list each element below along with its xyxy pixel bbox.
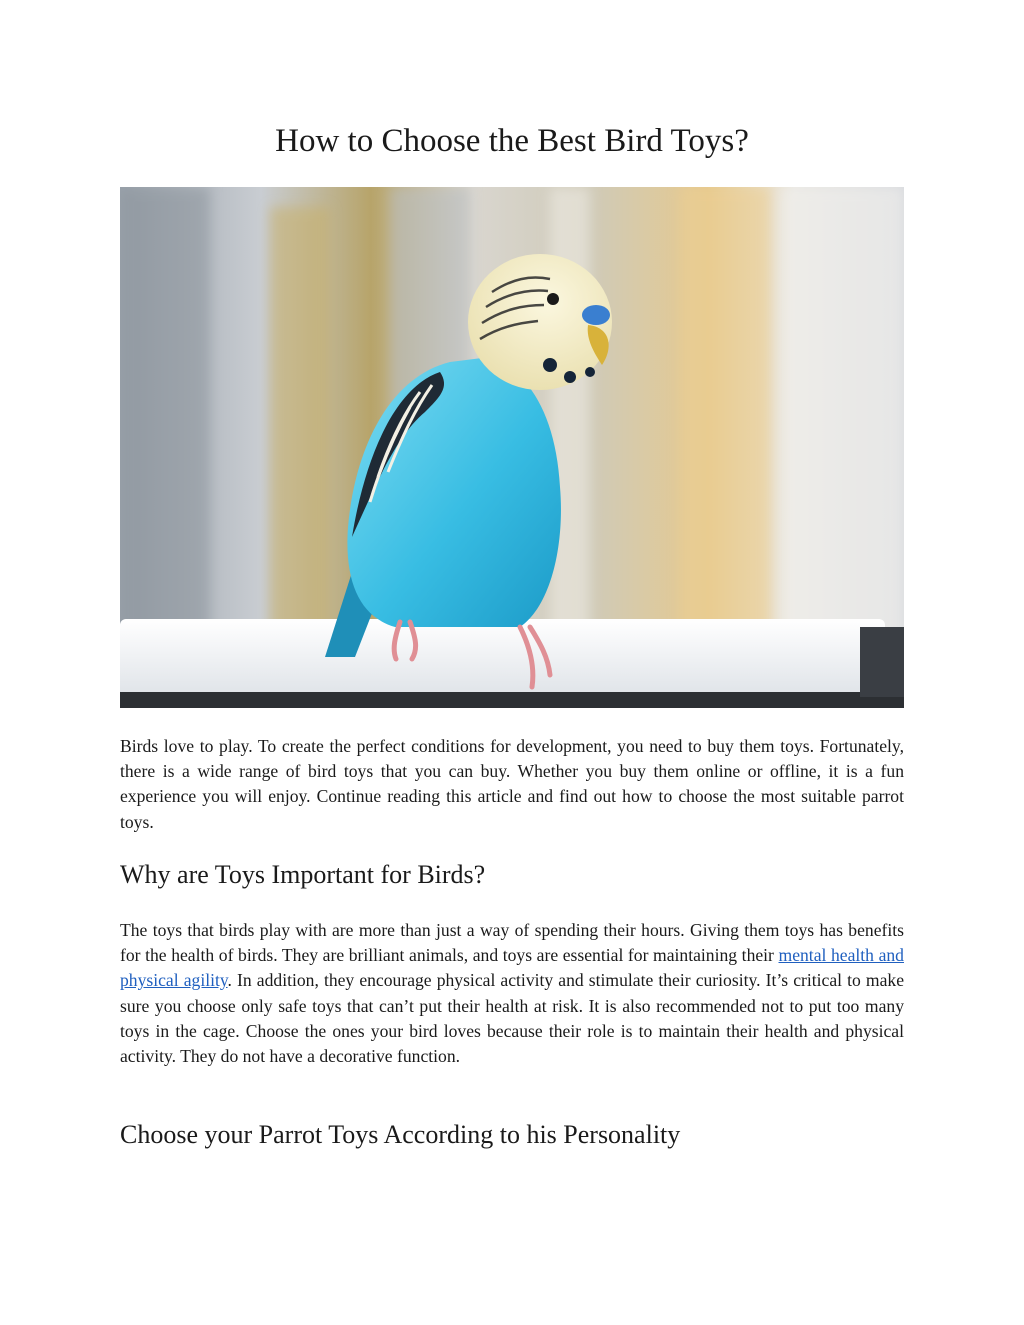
section-heading-why-toys: Why are Toys Important for Birds? xyxy=(120,860,486,889)
why-toys-paragraph xyxy=(120,918,904,1069)
page-title: How to Choose the Best Bird Toys? xyxy=(275,123,749,159)
intro-paragraph: Birds love to play. To create the perfect conditions for development, you need to buy them toys. Fortunately, there is a wide range of bird toys that you can buy. Whether you buy them online or offline, it is a fun experience you will enjoy. Continue reading this article and find out how to choose the most suitable parrot toys. xyxy=(120,736,904,832)
paragraph-text-end: . In addition, they encourage physical activity and stimulate their curiosity. It’s critical to make sure you choose only safe toys that can’t put their health at risk. It is also recommended not to put too many toys in the cage. Choose the ones your bird loves because their role is to maintain their health and physical activity. They do not have a decorative function. xyxy=(120,970,905,1067)
paragraph-text-start: The toys that birds play with are more than just a way of spending their hours. Giving them toys has benefits for the health of birds. They are brilliant animals, and toys are essential for maintaining their xyxy=(120,920,904,966)
section-heading-personality: Choose your Parrot Toys According to his Personality xyxy=(120,1120,681,1149)
mental-health-link[interactable]: mental health and physical agility xyxy=(120,945,904,991)
budgie-photo xyxy=(120,187,904,708)
